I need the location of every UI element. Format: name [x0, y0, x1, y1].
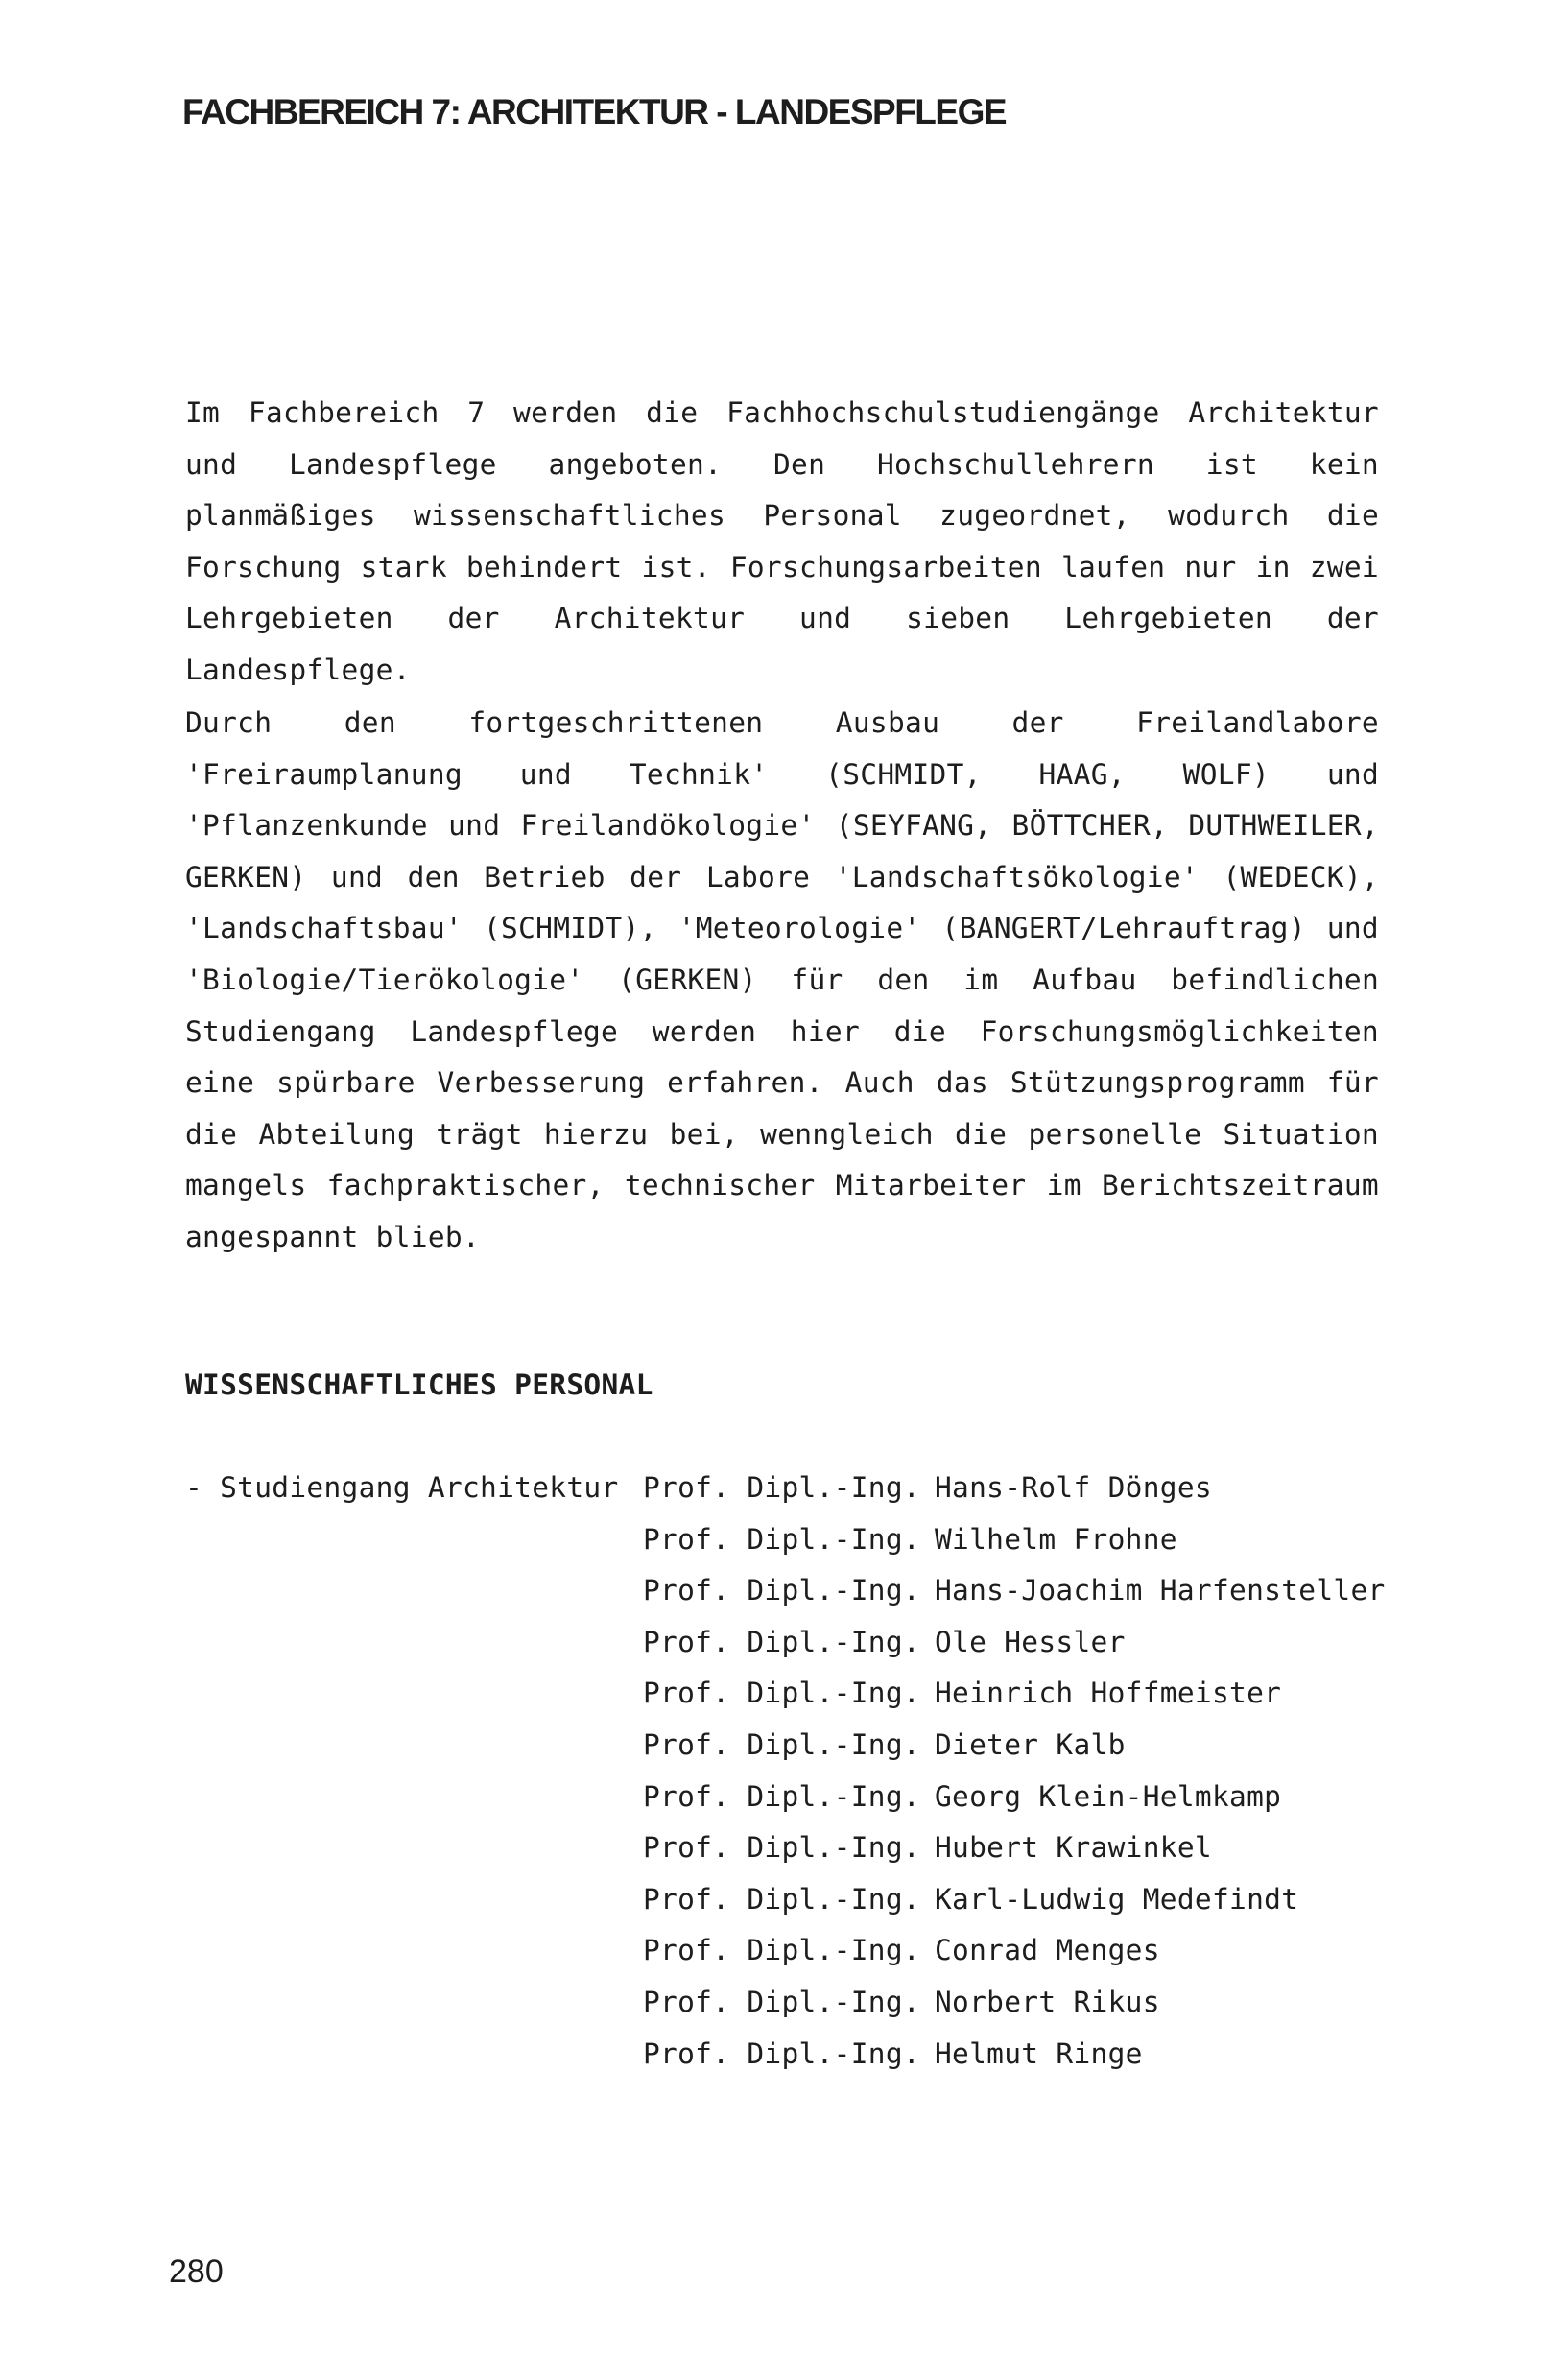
staff-name: Hans-Joachim Harfensteller [935, 1574, 1386, 1607]
staff-title: Prof. Dipl.-Ing. [643, 1985, 920, 2018]
staff-row [643, 1626, 1386, 1678]
staff-name: Hubert Krawinkel [935, 1831, 1212, 1865]
staff-name: Heinrich Hoffmeister [935, 1677, 1282, 1710]
staff-row [643, 1934, 1386, 1986]
staff-name: Conrad Menges [935, 1934, 1160, 1967]
staff-row [643, 1574, 1386, 1626]
staff-name: Georg Klein-Helmkamp [935, 1779, 1282, 1813]
staff-name: Wilhelm Frohne [935, 1522, 1177, 1556]
staff-name: Dieter Kalb [935, 1727, 1126, 1761]
staff-list [643, 1471, 1386, 2088]
staff-row [643, 1831, 1386, 1883]
staff-title: Prof. Dipl.-Ing. [643, 1522, 920, 1556]
intro-paragraph: Im Fachbereich 7 werden die Fachhochschulstudiengänge Architektur und Landespflege angeboten. Den Hochschullehrern ist kein planmäßiges wissenschaftliches Personal zugeordnet, wodurch die Forschung stark behindert ist. Forschungsarbeiten laufen nur in zwei Lehrgebieten der Architektur und sieben Lehrgebieten der Landespflege. [185, 396, 1379, 686]
staff-title: Prof. Dipl.-Ing. [643, 1574, 920, 1607]
staff-name: Norbert Rikus [935, 1985, 1160, 2018]
staff-title: Prof. Dipl.-Ing. [643, 1882, 920, 1916]
staff-title: Prof. Dipl.-Ing. [643, 1727, 920, 1761]
labs-paragraph: Durch den fortgeschrittenen Ausbau der Freilandlabore 'Freiraumplanung und Technik' (SCHMIDT, HAAG, WOLF) und 'Pflanzenkunde und Freilandökologie' (SEYFANG, BÖTTCHER, DUTHWEILER, GERKEN) und den Betrieb der Labore 'Landschaftsökologie' (WEDECK), 'Landschaftsbau' (SCHMIDT), 'Meteorologie' (BANGERT/Lehrauftrag) und 'Biologie/Tierökologie' (GERKEN) für den im Aufbau befindlichen Studiengang Landespflege werden hier die Forschungsmöglichkeiten eine spürbare Verbesserung erfahren. Auch das Stützungsprogramm für die Abteilung trägt hierzu bei, wenngleich die personelle Situation mangels fachpraktischer, technischer Mitarbeiter im Berichtszeitraum angespannt blieb. [185, 706, 1379, 1253]
staff-row [643, 1986, 1386, 2037]
staff-name: Karl-Ludwig Medefindt [935, 1882, 1299, 1916]
section-title: WISSENSCHAFTLICHES PERSONAL [185, 1369, 653, 1401]
staff-row [643, 1523, 1386, 1575]
program-label: - Studiengang Architektur [185, 1471, 619, 1504]
staff-row [643, 1728, 1386, 1780]
staff-title: Prof. Dipl.-Ing. [643, 1934, 920, 1967]
staff-name: Hans-Rolf Dönges [935, 1471, 1212, 1504]
staff-row [643, 1883, 1386, 1935]
page-heading: FACHBEREICH 7: ARCHITEKTUR - LANDESPFLEGE [182, 92, 1007, 131]
staff-title: Prof. Dipl.-Ing. [643, 1625, 920, 1658]
staff-title: Prof. Dipl.-Ing. [643, 1831, 920, 1865]
page-number: 280 [169, 2253, 224, 2290]
staff-title: Prof. Dipl.-Ing. [643, 1779, 920, 1813]
staff-title: Prof. Dipl.-Ing. [643, 2036, 920, 2070]
staff-row [643, 2037, 1386, 2089]
staff-row [643, 1780, 1386, 1832]
staff-name: Ole Hessler [935, 1625, 1126, 1658]
staff-row [643, 1677, 1386, 1728]
staff-title: Prof. Dipl.-Ing. [643, 1471, 920, 1504]
staff-name: Helmut Ringe [935, 2036, 1143, 2070]
staff-row [643, 1471, 1386, 1523]
staff-title: Prof. Dipl.-Ing. [643, 1677, 920, 1710]
